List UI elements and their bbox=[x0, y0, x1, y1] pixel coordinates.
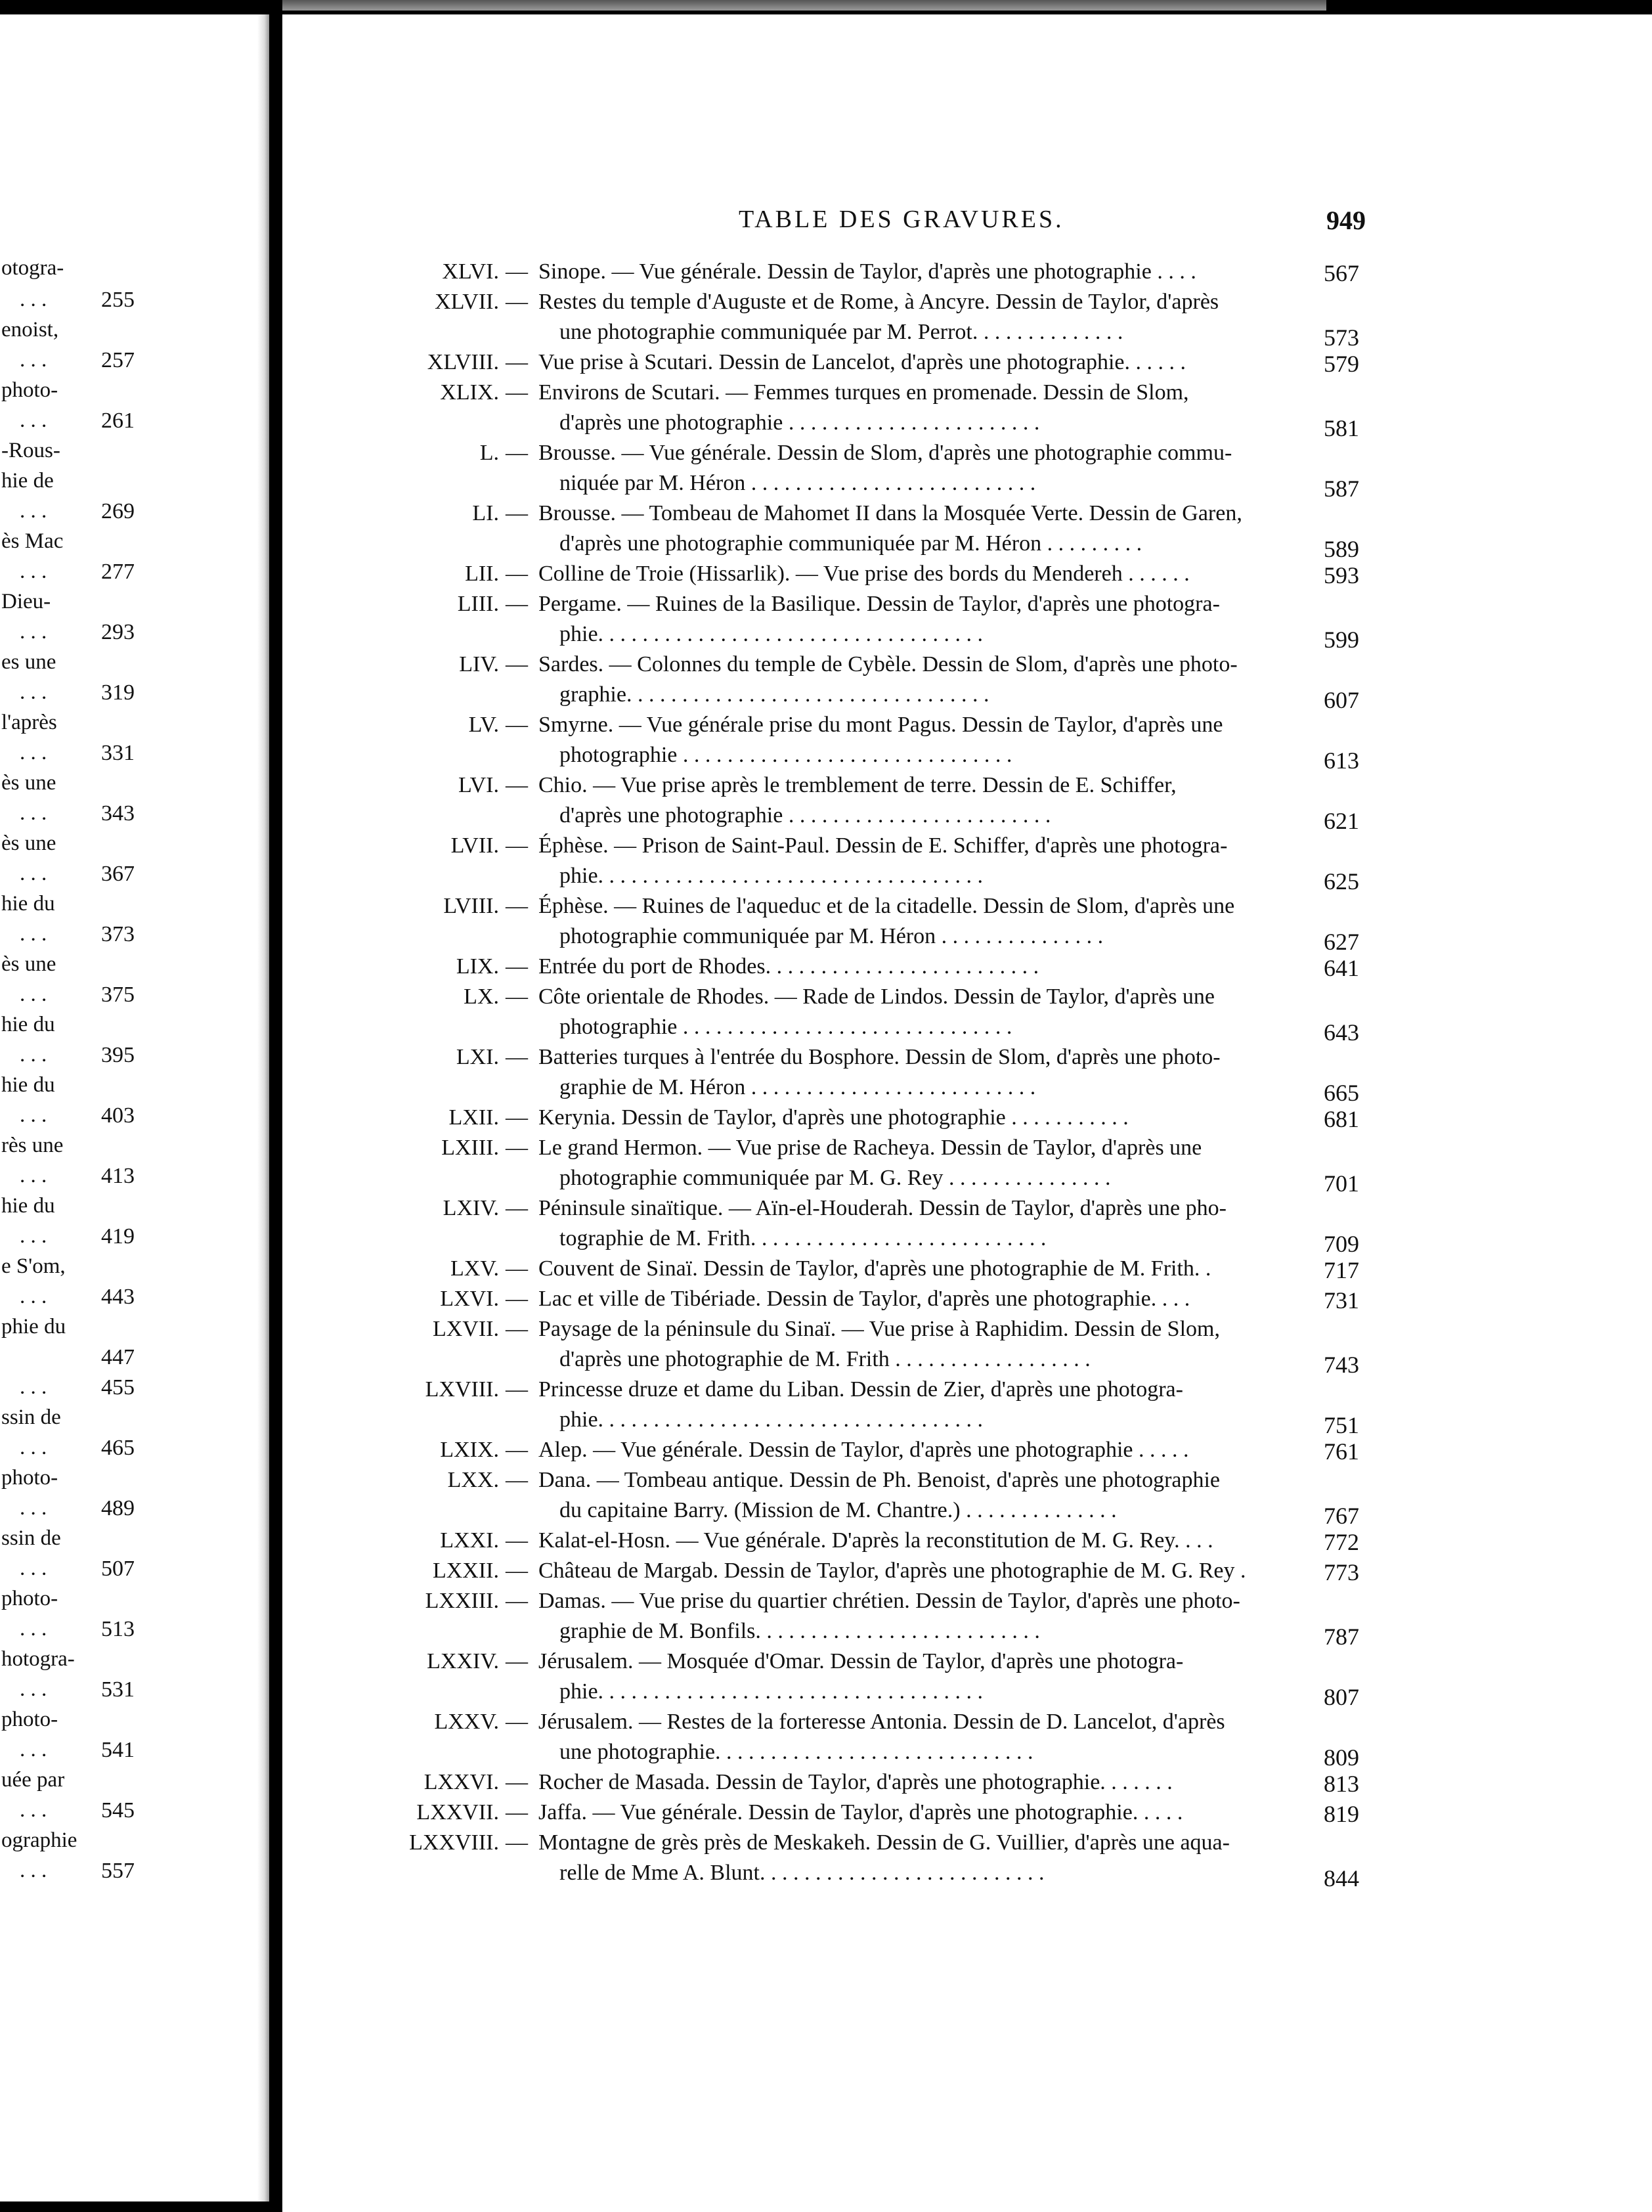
entry-caption-line: Château de Margab. Dessin de Taylor, d'après une photographie de M. G. Rey . bbox=[538, 1559, 1246, 1583]
entry-dash: — bbox=[506, 1438, 528, 1462]
left-fragment-page-number: 293 bbox=[101, 620, 135, 644]
left-fragment-page-number: 255 bbox=[101, 288, 135, 312]
plate-number: XLVI. bbox=[442, 259, 499, 284]
left-fragment-line: . . . bbox=[20, 1103, 47, 1127]
left-fragment-line: l'après bbox=[1, 711, 57, 734]
entry-caption-line: phie. . . . . . . . . . . . . . . . . . . . . . . . . . . . . . . . . . . bbox=[559, 622, 984, 646]
left-page-fragment bbox=[0, 14, 269, 2201]
left-fragment-page-number: 367 bbox=[101, 862, 135, 886]
entry-caption-line: Couvent de Sinaï. Dessin de Taylor, d'après une photographie de M. Frith. . bbox=[538, 1256, 1211, 1281]
left-fragment-line: . . . bbox=[20, 741, 47, 764]
left-fragment-line: -Rous- bbox=[1, 439, 60, 462]
left-fragment-line: e S'om, bbox=[1, 1254, 66, 1278]
entry-caption-line: graphie de M. Héron . . . . . . . . . . . . . . . . . . . . . . . . . . bbox=[559, 1075, 1036, 1099]
left-fragment-line: photo- bbox=[1, 1587, 58, 1610]
entry-caption-line: Damas. — Vue prise du quartier chrétien. Dessin de Taylor, d'après une photo- bbox=[538, 1589, 1240, 1613]
entry-page-number: 787 bbox=[1324, 1624, 1359, 1650]
entry-page-number: 665 bbox=[1324, 1080, 1359, 1106]
left-fragment-line: ssin de bbox=[1, 1526, 61, 1550]
entry-dash: — bbox=[506, 1317, 528, 1341]
left-fragment-page-number: 557 bbox=[101, 1859, 135, 1883]
entry-page-number: 573 bbox=[1324, 324, 1359, 351]
entry-page-number: 593 bbox=[1324, 562, 1359, 588]
plate-number: LXXIII. bbox=[425, 1589, 499, 1613]
entry-dash: — bbox=[506, 592, 528, 616]
entry-caption-line: phie. . . . . . . . . . . . . . . . . . . . . . . . . . . . . . . . . . . bbox=[559, 1679, 984, 1704]
entry-caption-line: d'après une photographie communiquée par M. Héron . . . . . . . . . bbox=[559, 531, 1142, 556]
entry-dash: — bbox=[506, 713, 528, 737]
entry-dash: — bbox=[506, 259, 528, 284]
entry-dash: — bbox=[506, 1589, 528, 1613]
entry-caption-line: Smyrne. — Vue générale prise du mont Pagus. Dessin de Taylor, d'après une bbox=[538, 713, 1223, 737]
plate-number: LXXII. bbox=[432, 1559, 499, 1583]
left-fragment-line: . . . bbox=[20, 1677, 47, 1701]
entry-dash: — bbox=[506, 1136, 528, 1160]
entry-dash: — bbox=[506, 1710, 528, 1734]
entry-page-number: 813 bbox=[1324, 1771, 1359, 1797]
left-fragment-line: hie du bbox=[1, 1194, 55, 1218]
left-fragment-line: enoist, bbox=[1, 318, 59, 342]
left-fragment-page-number: 403 bbox=[101, 1103, 135, 1128]
left-fragment-line: . . . bbox=[20, 1738, 47, 1761]
entry-page-number: 844 bbox=[1324, 1865, 1359, 1891]
entry-caption-line: Jérusalem. — Mosquée d'Omar. Dessin de Taylor, d'après une photogra- bbox=[538, 1649, 1184, 1673]
left-fragment-page-number: 413 bbox=[101, 1164, 135, 1188]
left-fragment-line: . . . bbox=[20, 922, 47, 946]
entry-caption-line: Princesse druze et dame du Liban. Dessin de Zier, d'après une photogra- bbox=[538, 1377, 1183, 1402]
left-fragment-line: . . . bbox=[20, 983, 47, 1006]
left-fragment-line: hie du bbox=[1, 892, 55, 916]
entry-dash: — bbox=[506, 290, 528, 314]
entry-caption-line: Pergame. — Ruines de la Basilique. Dessin de Taylor, d'après une photogra- bbox=[538, 592, 1220, 616]
entry-caption-line: Restes du temple d'Auguste et de Rome, à Ancyre. Dessin de Taylor, d'après bbox=[538, 290, 1219, 314]
left-fragment-page-number: 419 bbox=[101, 1224, 135, 1249]
entry-page-number: 731 bbox=[1324, 1287, 1359, 1314]
plate-number: LVI. bbox=[458, 773, 499, 797]
entry-page-number: 587 bbox=[1324, 476, 1359, 502]
entry-dash: — bbox=[506, 833, 528, 858]
left-fragment-page-number: 343 bbox=[101, 801, 135, 826]
entry-page-number: 621 bbox=[1324, 808, 1359, 834]
entry-caption-line: niquée par M. Héron . . . . . . . . . . . . . . . . . . . . . . . . . . bbox=[559, 471, 1036, 495]
entry-caption-line: Paysage de la péninsule du Sinaï. — Vue prise à Raphidim. Dessin de Slom, bbox=[538, 1317, 1220, 1341]
left-fragment-line: . . . bbox=[20, 1617, 47, 1641]
plate-number: LI. bbox=[472, 501, 499, 525]
entry-caption-line: Éphèse. — Prison de Saint-Paul. Dessin de E. Schiffer, d'après une photogra- bbox=[538, 833, 1228, 858]
entry-dash: — bbox=[506, 954, 528, 979]
entry-dash: — bbox=[506, 501, 528, 525]
left-fragment-page-number: 455 bbox=[101, 1375, 135, 1400]
entry-dash: — bbox=[506, 1559, 528, 1583]
left-fragment-line: . . . bbox=[20, 348, 47, 372]
entry-page-number: 709 bbox=[1324, 1231, 1359, 1257]
left-fragment-line: hie du bbox=[1, 1013, 55, 1036]
entry-page-number: 643 bbox=[1324, 1019, 1359, 1046]
left-fragment-line: . . . bbox=[20, 1285, 47, 1308]
plate-number: XLVII. bbox=[435, 290, 499, 314]
entry-caption-line: photographie . . . . . . . . . . . . . . . . . . . . . . . . . . . . . . bbox=[559, 1015, 1012, 1039]
entry-page-number: 751 bbox=[1324, 1412, 1359, 1438]
plate-number: LX. bbox=[464, 984, 499, 1009]
entry-caption-line: phie. . . . . . . . . . . . . . . . . . . . . . . . . . . . . . . . . . . bbox=[559, 864, 984, 888]
entry-dash: — bbox=[506, 1377, 528, 1402]
entry-dash: — bbox=[506, 441, 528, 465]
plate-number: XLIX. bbox=[440, 380, 499, 405]
left-fragment-line: . . . bbox=[20, 560, 47, 583]
entry-dash: — bbox=[506, 1770, 528, 1794]
entry-caption-line: Jaffa. — Vue générale. Dessin de Taylor, d'après une photographie. . . . . bbox=[538, 1800, 1183, 1825]
left-fragment-line: photo- bbox=[1, 378, 58, 402]
left-fragment-page-number: 277 bbox=[101, 560, 135, 584]
gutter-shadow bbox=[257, 14, 269, 2201]
left-fragment-page-number: 443 bbox=[101, 1285, 135, 1309]
entry-caption-line: du capitaine Barry. (Mission de M. Chantre.) . . . . . . . . . . . . . . bbox=[559, 1498, 1117, 1522]
plate-number: LVII. bbox=[450, 833, 499, 858]
entry-caption-line: une photographie. . . . . . . . . . . . . . . . . . . . . . . . . . . . . bbox=[559, 1740, 1033, 1764]
entry-dash: — bbox=[506, 1196, 528, 1220]
entry-caption-line: Rocher de Masada. Dessin de Taylor, d'après une photographie. . . . . . . bbox=[538, 1770, 1173, 1794]
plate-number: LXI. bbox=[456, 1045, 499, 1069]
left-fragment-page-number: 489 bbox=[101, 1496, 135, 1520]
entry-page-number: 627 bbox=[1324, 929, 1359, 955]
entry-page-number: 773 bbox=[1324, 1559, 1359, 1585]
entry-dash: — bbox=[506, 1528, 528, 1553]
entry-dash: — bbox=[506, 1105, 528, 1130]
entry-caption-line: Environs de Scutari. — Femmes turques en promenade. Dessin de Slom, bbox=[538, 380, 1189, 405]
left-fragment-line: es une bbox=[1, 650, 56, 674]
left-fragment-page-number: 545 bbox=[101, 1798, 135, 1823]
left-fragment-line: phie du bbox=[1, 1315, 66, 1338]
left-fragment-line: otogra- bbox=[1, 256, 64, 280]
left-fragment-line: . . . bbox=[20, 1496, 47, 1520]
page-number: 949 bbox=[1326, 206, 1366, 235]
left-fragment-page-number: 261 bbox=[101, 409, 135, 433]
entry-caption-line: Éphèse. — Ruines de l'aqueduc et de la citadelle. Dessin de Slom, d'après une bbox=[538, 894, 1235, 918]
plate-number: LXV. bbox=[450, 1256, 499, 1281]
entry-dash: — bbox=[506, 562, 528, 586]
entry-caption-line: Brousse. — Tombeau de Mahomet II dans la Mosquée Verte. Dessin de Garen, bbox=[538, 501, 1242, 525]
entry-page-number: 807 bbox=[1324, 1684, 1359, 1710]
entry-page-number: 599 bbox=[1324, 627, 1359, 653]
left-fragment-page-number: 269 bbox=[101, 499, 135, 523]
entry-page-number: 581 bbox=[1324, 415, 1359, 441]
plate-number: LIV. bbox=[459, 652, 499, 676]
entry-caption-line: Batteries turques à l'entrée du Bosphore. Dessin de Slom, d'après une photo- bbox=[538, 1045, 1221, 1069]
left-fragment-page-number: 257 bbox=[101, 348, 135, 372]
entry-caption-line: Montagne de grès près de Meskakeh. Dessin de G. Vuillier, d'après une aqua- bbox=[538, 1830, 1230, 1855]
entry-caption-line: Kalat-el-Hosn. — Vue générale. D'après la reconstitution de M. G. Rey. . . . bbox=[538, 1528, 1213, 1553]
entry-caption-line: Entrée du port de Rhodes. . . . . . . . . . . . . . . . . . . . . . . . . bbox=[538, 954, 1039, 979]
entry-page-number: 772 bbox=[1324, 1529, 1359, 1555]
entry-caption-line: photographie . . . . . . . . . . . . . . . . . . . . . . . . . . . . . . bbox=[559, 743, 1012, 767]
plate-number: L. bbox=[479, 441, 499, 465]
entry-dash: — bbox=[506, 1468, 528, 1492]
entry-caption-line: Vue prise à Scutari. Dessin de Lancelot, d'après une photographie. . . . . . bbox=[538, 350, 1186, 374]
entry-caption-line: d'après une photographie . . . . . . . . . . . . . . . . . . . . . . . bbox=[559, 410, 1040, 435]
entry-caption-line: Côte orientale de Rhodes. — Rade de Lindos. Dessin de Taylor, d'après une bbox=[538, 984, 1215, 1009]
left-fragment-page-number: 375 bbox=[101, 983, 135, 1007]
plate-number: LXVI. bbox=[440, 1287, 499, 1311]
left-fragment-page-number: 331 bbox=[101, 741, 135, 765]
left-fragment-page-number: 373 bbox=[101, 922, 135, 946]
plate-number: LXII. bbox=[448, 1105, 499, 1130]
entry-caption-line: Sardes. — Colonnes du temple de Cybèle. Dessin de Slom, d'après une photo- bbox=[538, 652, 1238, 676]
plate-number: LXXIV. bbox=[427, 1649, 499, 1673]
plate-number: LII. bbox=[465, 562, 499, 586]
entry-page-number: 589 bbox=[1324, 536, 1359, 562]
left-fragment-line: . . . bbox=[20, 801, 47, 825]
entry-page-number: 607 bbox=[1324, 687, 1359, 713]
entry-caption-line: graphie. . . . . . . . . . . . . . . . . . . . . . . . . . . . . . . . . bbox=[559, 682, 989, 707]
entry-dash: — bbox=[506, 984, 528, 1009]
top-edge-strip bbox=[282, 0, 1326, 11]
left-fragment-line: . . . bbox=[20, 1375, 47, 1399]
left-fragment-line: . . . bbox=[20, 1164, 47, 1187]
plate-number: LXXVIII. bbox=[409, 1830, 499, 1855]
entry-caption-line: Péninsule sinaïtique. — Aïn-el-Houderah. Dessin de Taylor, d'après une pho- bbox=[538, 1196, 1227, 1220]
left-fragment-line: . . . bbox=[20, 1859, 47, 1882]
left-fragment-line: . . . bbox=[20, 1224, 47, 1248]
entry-dash: — bbox=[506, 350, 528, 374]
plate-number: LXVIII. bbox=[425, 1377, 499, 1402]
left-fragment-page-number: 465 bbox=[101, 1436, 135, 1460]
entry-caption-line: Sinope. — Vue générale. Dessin de Taylor, d'après une photographie . . . . bbox=[538, 259, 1196, 284]
left-fragment-page-number: 319 bbox=[101, 680, 135, 705]
entry-dash: — bbox=[506, 1649, 528, 1673]
entry-page-number: 625 bbox=[1324, 868, 1359, 895]
plate-number: LVIII. bbox=[443, 894, 499, 918]
entry-page-number: 819 bbox=[1324, 1801, 1359, 1827]
left-fragment-line: Dieu- bbox=[1, 590, 51, 613]
left-fragment-line: . . . bbox=[20, 288, 47, 311]
page-title: TABLE DES GRAVURES. bbox=[739, 206, 1064, 233]
plate-number: LXX. bbox=[447, 1468, 499, 1492]
entry-caption-line: phie. . . . . . . . . . . . . . . . . . . . . . . . . . . . . . . . . . . bbox=[559, 1407, 984, 1432]
plate-number: LIII. bbox=[457, 592, 499, 616]
entry-page-number: 743 bbox=[1324, 1352, 1359, 1378]
entry-caption-line: tographie de M. Frith. . . . . . . . . . . . . . . . . . . . . . . . . . . bbox=[559, 1226, 1047, 1250]
entry-caption-line: une photographie communiquée par M. Perrot. . . . . . . . . . . . . . bbox=[559, 320, 1123, 344]
left-fragment-line: hie du bbox=[1, 1073, 55, 1097]
left-fragment-page-number: 395 bbox=[101, 1043, 135, 1067]
left-fragment-page-number: 541 bbox=[101, 1738, 135, 1762]
left-fragment-page-number: 447 bbox=[101, 1345, 135, 1369]
entry-page-number: 717 bbox=[1324, 1257, 1359, 1283]
entry-page-number: 701 bbox=[1324, 1170, 1359, 1197]
entry-page-number: 767 bbox=[1324, 1503, 1359, 1529]
left-fragment-line: uée par bbox=[1, 1768, 65, 1792]
entry-page-number: 567 bbox=[1324, 260, 1359, 286]
left-fragment-line: ographie bbox=[1, 1828, 77, 1852]
left-fragment-line: ès une bbox=[1, 771, 56, 795]
entry-page-number: 809 bbox=[1324, 1744, 1359, 1771]
left-fragment-line: . . . bbox=[20, 1436, 47, 1459]
entry-caption-line: Brousse. — Vue générale. Dessin de Slom, d'après une photographie commu- bbox=[538, 441, 1232, 465]
left-fragment-line: hie de bbox=[1, 469, 54, 493]
entry-page-number: 613 bbox=[1324, 747, 1359, 774]
plate-number: LXXI. bbox=[440, 1528, 499, 1553]
left-fragment-line: . . . bbox=[20, 1043, 47, 1067]
entry-dash: — bbox=[506, 380, 528, 405]
plate-number: LXIV. bbox=[443, 1196, 499, 1220]
left-fragment-line: photo- bbox=[1, 1466, 58, 1490]
left-fragment-line: . . . bbox=[20, 409, 47, 432]
entry-dash: — bbox=[506, 652, 528, 676]
left-fragment-line: . . . bbox=[20, 1798, 47, 1822]
left-fragment-line: . . . bbox=[20, 680, 47, 704]
entry-page-number: 681 bbox=[1324, 1106, 1359, 1132]
entry-dash: — bbox=[506, 894, 528, 918]
plate-number: LXIII. bbox=[441, 1136, 499, 1160]
entry-caption-line: Alep. — Vue générale. Dessin de Taylor, d'après une photographie . . . . . bbox=[538, 1438, 1189, 1462]
entry-caption-line: Le grand Hermon. — Vue prise de Racheya. Dessin de Taylor, d'après une bbox=[538, 1136, 1202, 1160]
entry-dash: — bbox=[506, 1287, 528, 1311]
left-fragment-line: ès Mac bbox=[1, 529, 64, 553]
left-fragment-page-number: 513 bbox=[101, 1617, 135, 1641]
left-fragment-line: ès une bbox=[1, 952, 56, 976]
entry-caption-line: photographie communiquée par M. G. Rey . . . . . . . . . . . . . . . bbox=[559, 1166, 1111, 1190]
left-fragment-line: . . . bbox=[20, 1557, 47, 1580]
left-fragment-page-number: 507 bbox=[101, 1557, 135, 1581]
plate-number: XLVIII. bbox=[427, 350, 499, 374]
left-fragment-line: rès une bbox=[1, 1134, 64, 1157]
plate-number: LXIX. bbox=[440, 1438, 499, 1462]
left-fragment-line: . . . bbox=[20, 620, 47, 644]
entry-caption-line: d'après une photographie de M. Frith . . . . . . . . . . . . . . . . . . bbox=[559, 1347, 1091, 1371]
entry-caption-line: graphie de M. Bonfils. . . . . . . . . . . . . . . . . . . . . . . . . . bbox=[559, 1619, 1040, 1643]
entry-dash: — bbox=[506, 1256, 528, 1281]
entry-caption-line: relle de Mme A. Blunt. . . . . . . . . . . . . . . . . . . . . . . . . . bbox=[559, 1861, 1045, 1885]
entry-page-number: 579 bbox=[1324, 351, 1359, 377]
left-fragment-line: . . . bbox=[20, 862, 47, 885]
left-fragment-page-number: 531 bbox=[101, 1677, 135, 1702]
entry-caption-line: Lac et ville de Tibériade. Dessin de Taylor, d'après une photographie. . . . bbox=[538, 1287, 1190, 1311]
entry-caption-line: photographie communiquée par M. Héron . . . . . . . . . . . . . . . bbox=[559, 924, 1104, 948]
plate-number: LIX. bbox=[456, 954, 499, 979]
plate-number: LXVII. bbox=[432, 1317, 499, 1341]
left-fragment-line: hotogra- bbox=[1, 1647, 75, 1671]
plate-number: LXXV. bbox=[434, 1710, 499, 1734]
plate-number: LXXVII. bbox=[416, 1800, 499, 1825]
plate-number: LXXVI. bbox=[424, 1770, 499, 1794]
entry-dash: — bbox=[506, 773, 528, 797]
entry-page-number: 641 bbox=[1324, 955, 1359, 981]
entry-caption-line: Colline de Troie (Hissarlik). — Vue prise des bords du Mendereh . . . . . . bbox=[538, 562, 1190, 586]
entry-caption-line: Chio. — Vue prise après le tremblement de terre. Dessin de E. Schiffer, bbox=[538, 773, 1177, 797]
entry-dash: — bbox=[506, 1045, 528, 1069]
left-fragment-line: . . . bbox=[20, 499, 47, 523]
entry-caption-line: d'après une photographie . . . . . . . . . . . . . . . . . . . . . . . . bbox=[559, 803, 1051, 828]
entry-dash: — bbox=[506, 1800, 528, 1825]
entry-dash: — bbox=[506, 1830, 528, 1855]
left-fragment-line: photo- bbox=[1, 1708, 58, 1731]
entry-caption-line: Jérusalem. — Restes de la forteresse Antonia. Dessin de D. Lancelot, d'après bbox=[538, 1710, 1225, 1734]
left-fragment-line: ès une bbox=[1, 831, 56, 855]
left-fragment-line: ssin de bbox=[1, 1405, 61, 1429]
entry-caption-line: Kerynia. Dessin de Taylor, d'après une photographie . . . . . . . . . . . bbox=[538, 1105, 1129, 1130]
entry-page-number: 761 bbox=[1324, 1438, 1359, 1465]
plate-number: LV. bbox=[468, 713, 499, 737]
entry-caption-line: Dana. — Tombeau antique. Dessin de Ph. Benoist, d'après une photographie bbox=[538, 1468, 1221, 1492]
